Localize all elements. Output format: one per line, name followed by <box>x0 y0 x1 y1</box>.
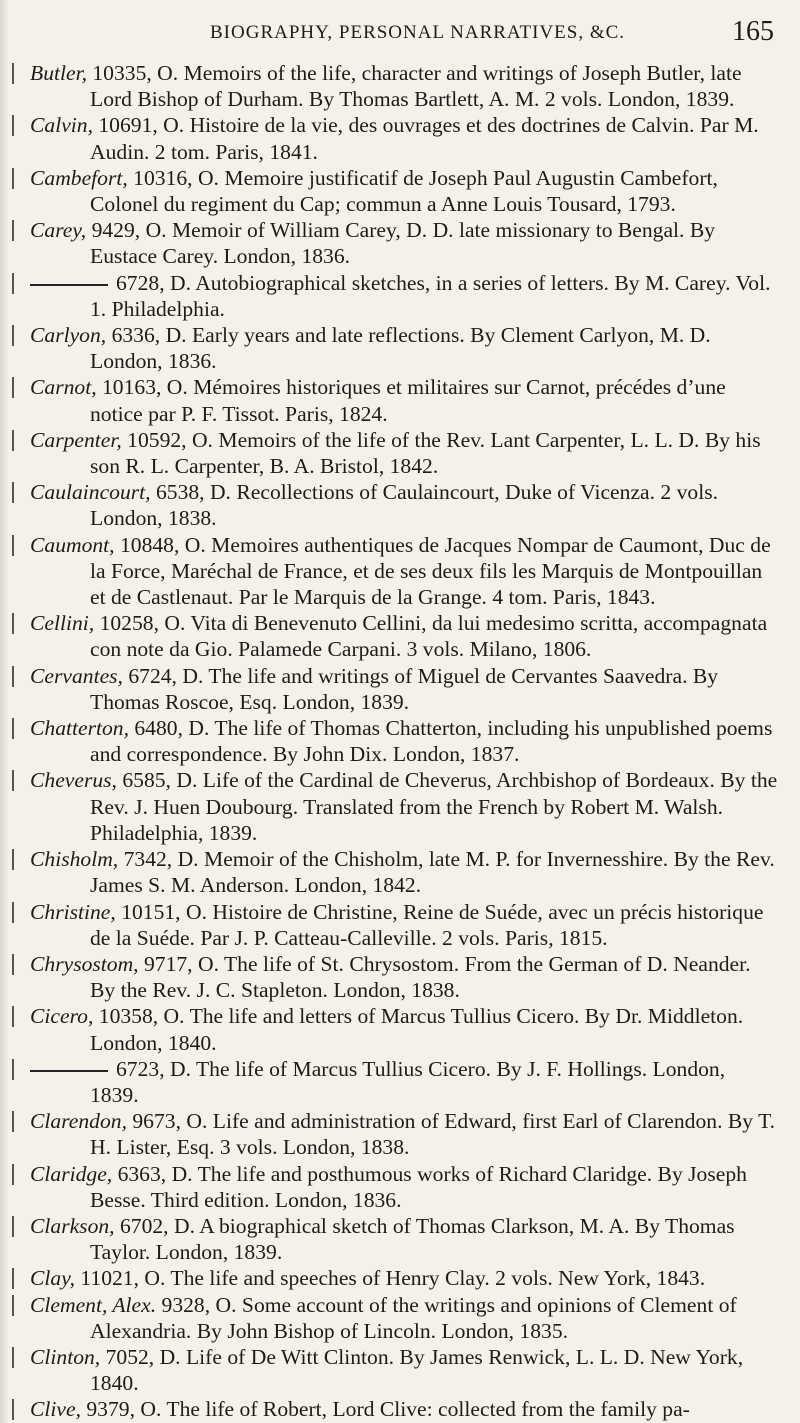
entry-reference: 6728, D. <box>116 270 191 295</box>
margin-rule <box>12 220 14 241</box>
margin-rule <box>12 482 14 503</box>
entry-reference: 6480, D. <box>128 716 210 741</box>
catalog-entry <box>24 846 778 898</box>
entry-subject: Carlyon, <box>30 323 107 348</box>
catalog-entry <box>24 112 778 164</box>
entry-reference: 7342, D. <box>118 847 199 872</box>
margin-rule <box>12 849 14 870</box>
margin-rule <box>12 63 14 84</box>
entry-reference: 6585, D. <box>116 768 198 793</box>
entry-subject: Christine, <box>30 899 116 924</box>
margin-rule <box>12 1006 14 1027</box>
catalog-entry <box>24 715 778 767</box>
margin-rule <box>12 902 14 923</box>
catalog-entry <box>24 479 778 531</box>
margin-rule <box>12 535 14 556</box>
running-title: BIOGRAPHY, PERSONAL NARRATIVES, &C. <box>210 22 626 43</box>
catalog-entry <box>24 1161 778 1213</box>
catalog-entry <box>24 60 778 112</box>
entry-subject: Clinton, <box>30 1344 101 1369</box>
entry-description: Early years and late reflections. By Clement Carlyon, M. D. London, 1836. <box>90 323 711 374</box>
margin-rule <box>12 273 14 294</box>
margin-rule <box>12 377 14 398</box>
entry-reference: 10151, O. <box>115 899 207 924</box>
entry-subject: Clay, <box>30 1266 75 1291</box>
entry-subject: Clarendon, <box>30 1109 127 1134</box>
entry-description: The life of St. Chrysostom. From the German of D. Neander. By the Rev. J. C. Stapleton. London, 1838. <box>90 951 751 1003</box>
entry-description: Memoir of the Chisholm, late M. P. for Invernesshire. By the Rev. James S. M. Anderson. London, 1842. <box>90 847 775 898</box>
entry-reference: 9429, O. <box>86 218 167 243</box>
entry-subject: Carey, <box>30 218 87 243</box>
entry-subject: Clarkson, <box>30 1213 115 1238</box>
margin-rule <box>12 718 14 739</box>
entry-reference: 9328, O. <box>156 1292 237 1317</box>
catalog-entry <box>24 1292 778 1344</box>
catalog-entries <box>24 60 778 1423</box>
entry-description: The life of Robert, Lord Clive: collected from the family pa- <box>161 1397 690 1422</box>
page-number: 165 <box>732 16 774 47</box>
catalog-entry <box>24 427 778 479</box>
entry-subject: Cellini, <box>30 611 95 636</box>
margin-rule <box>12 1347 14 1368</box>
entry-reference: 10316, O. <box>127 165 219 190</box>
entry-reference: 10358, O. <box>93 1004 185 1029</box>
margin-rule <box>12 1059 14 1080</box>
entry-subject: Chatterton, <box>30 716 129 741</box>
entry-reference: 10335, O. <box>86 61 179 85</box>
catalog-entry <box>24 374 778 426</box>
entry-reference: 11021, O. <box>75 1266 166 1291</box>
entry-description: The life of Marcus Tullius Cicero. By J. F. Hollings. London, 1839. <box>90 1056 726 1107</box>
entry-description: The life and letters of Marcus Tullius Cicero. By Dr. Middleton. London, 1840. <box>90 1004 744 1055</box>
entry-subject: Caumont, <box>30 532 115 557</box>
entry-reference: 10592, O. <box>121 427 213 452</box>
entry-description: Vita di Benevenuto Cellini, da lui medesimo scritta, accompagnata con note da Gio. Palamede Carpani. 3 vols. Milano, 1806. <box>90 611 768 662</box>
entry-reference: 10258, O. <box>94 611 186 636</box>
entry-subject: Claridge, <box>30 1161 113 1186</box>
catalog-entry <box>24 165 778 217</box>
entry-reference: 6702, D. <box>114 1213 195 1238</box>
margin-rule <box>12 1216 14 1237</box>
catalog-entry <box>24 1265 778 1291</box>
entry-description: Memoirs of the life of the Rev. Lant Carpenter, L. L. D. By his son R. L. Carpenter, B. A. Bristol, 1842. <box>90 427 761 479</box>
entry-reference: 10163, O. <box>96 375 188 400</box>
entry-subject: Butler, <box>30 61 87 85</box>
entry-reference: 7052, D. <box>100 1344 181 1369</box>
margin-rule <box>12 1295 14 1316</box>
catalog-entry <box>24 1108 778 1160</box>
catalog-entry <box>24 899 778 951</box>
entry-description: Memoirs of the life, character and writings of Joseph Butler, late Lord Bishop of Durham. By Thomas Bartlett, A. M. 2 vols. London, 1839. <box>90 61 742 112</box>
margin-rule <box>12 325 14 346</box>
entry-subject: Clement, Alex. <box>30 1292 157 1317</box>
entry-subject: Cicero, <box>30 1004 94 1029</box>
entry-description: The life and posthumous works of Richard Claridge. By Joseph Besse. Third edition. London, 1836. <box>90 1161 747 1212</box>
entry-description: Recollections of Caulaincourt, Duke of Vicenza. 2 vols. London, 1838. <box>90 480 718 531</box>
catalog-entry <box>24 1344 778 1396</box>
entry-reference: 6723, D. <box>116 1056 191 1081</box>
margin-rule <box>12 115 14 136</box>
entry-description: Some account of the writings and opinions of Clement of Alexandria. By John Bishop of Lincoln. London, 1835. <box>90 1292 737 1343</box>
catalog-entry <box>24 610 778 662</box>
margin-rule <box>12 666 14 687</box>
margin-rule <box>12 168 14 189</box>
entry-subject: Cervantes, <box>30 663 123 688</box>
entry-description: Mémoires historiques et militaires sur Carnot, précédes d’une notice par P. F. Tissot. Paris, 1824. <box>90 375 726 426</box>
catalog-entry <box>24 951 778 1003</box>
entry-subject: Chrysostom, <box>30 951 139 976</box>
catalog-entry <box>24 1056 778 1108</box>
page-header <box>210 16 774 50</box>
entry-description: Autobiographical sketches, in a series of letters. By M. Carey. Vol. 1. Philadelphia. <box>90 270 771 321</box>
catalog-entry <box>24 532 778 611</box>
entry-reference: 9379, O. <box>80 1397 162 1422</box>
entry-subject: Carnot, <box>30 375 97 400</box>
margin-rule <box>12 1164 14 1185</box>
entry-reference: 10848, O. <box>114 532 206 557</box>
entry-subject: Clive, <box>30 1397 81 1422</box>
entry-description: Histoire de Christine, Reine de Suéde, avec un précis historique de la Suéde. Par J. P. Catteau-Calleville. 2 vols. Paris, 1815. <box>90 899 764 950</box>
margin-rule <box>12 1399 14 1420</box>
entry-subject: Calvin, <box>30 113 93 138</box>
entry-description: Life of De Witt Clinton. By James Renwick, L. L. D. New York, 1840. <box>90 1344 744 1396</box>
entry-subject: Cambefort, <box>30 165 128 190</box>
entry-description: Memoire justificatif de Joseph Paul Augustin Cambefort, Colonel du regiment du Cap; commun a Anne Louis Tousard, 1793. <box>90 165 718 217</box>
entry-reference: 9673, O. <box>126 1109 208 1134</box>
page-binding-edge <box>0 0 8 1423</box>
entry-subject: Caulaincourt, <box>30 480 151 505</box>
entry-description: A biographical sketch of Thomas Clarkson, M. A. By Thomas Taylor. London, 1839. <box>90 1213 735 1265</box>
entry-reference: 9717, O. <box>138 951 219 976</box>
catalog-entry <box>24 1003 778 1055</box>
ditto-dash <box>30 1070 108 1072</box>
margin-rule <box>12 613 14 634</box>
entry-reference: 6724, D. <box>122 663 204 688</box>
entry-subject: Cheverus, <box>30 768 117 793</box>
margin-rule <box>12 1111 14 1132</box>
entry-subject: Chisholm, <box>30 847 119 872</box>
catalog-entry <box>24 663 778 715</box>
entry-subject: Carpenter, <box>30 427 122 452</box>
entry-description: Memoir of William Carey, D. D. late missionary to Bengal. By Eustace Carey. London, 1836. <box>90 218 716 269</box>
margin-rule <box>12 954 14 975</box>
catalog-entry <box>24 767 778 846</box>
entry-reference: 10691, O. <box>92 113 185 138</box>
catalog-entry <box>24 217 778 269</box>
catalog-entry <box>24 1396 778 1422</box>
entry-reference: 6336, D. <box>106 323 187 348</box>
entry-reference: 6538, D. <box>150 480 231 505</box>
entry-description: The life of Thomas Chatterton, including his unpublished poems and correspondence. By John Dix. London, 1837. <box>90 716 773 767</box>
entry-description: Life of the Cardinal de Cheverus, Archbishop of Bordeaux. By the Rev. J. Huen Doubourg. Translated from the French by Robert M. Walsh. Philadelphia, 1839. <box>90 768 778 845</box>
margin-rule <box>12 1268 14 1289</box>
entry-description: Life and administration of Edward, first Earl of Clarendon. By T. H. Lister, Esq. 3 vols. London, 1838. <box>90 1109 776 1160</box>
catalog-entry <box>24 270 778 322</box>
ditto-dash <box>30 284 108 286</box>
catalog-entry <box>24 322 778 374</box>
catalog-entry <box>24 1213 778 1265</box>
entry-description: The life and writings of Miguel de Cervantes Saavedra. By Thomas Roscoe, Esq. London, 1839. <box>90 663 719 714</box>
entry-description: Memoires authentiques de Jacques Nompar de Caumont, Duc de la Force, Maréchal de France, et de ses deux fils les Marquis de Montpouillan et de Castlenaut. Par le Marquis de la Grange. 4 tom. Paris, 1843. <box>90 532 771 610</box>
entry-reference: 6363, D. <box>112 1161 193 1186</box>
margin-rule <box>12 770 14 791</box>
entry-description: Histoire de la vie, des ouvrages et des doctrines de Calvin. Par M. Audin. 2 tom. Paris, 1841. <box>90 113 759 164</box>
entry-description: The life and speeches of Henry Clay. 2 vols. New York, 1843. <box>165 1266 706 1291</box>
margin-rule <box>12 430 14 451</box>
